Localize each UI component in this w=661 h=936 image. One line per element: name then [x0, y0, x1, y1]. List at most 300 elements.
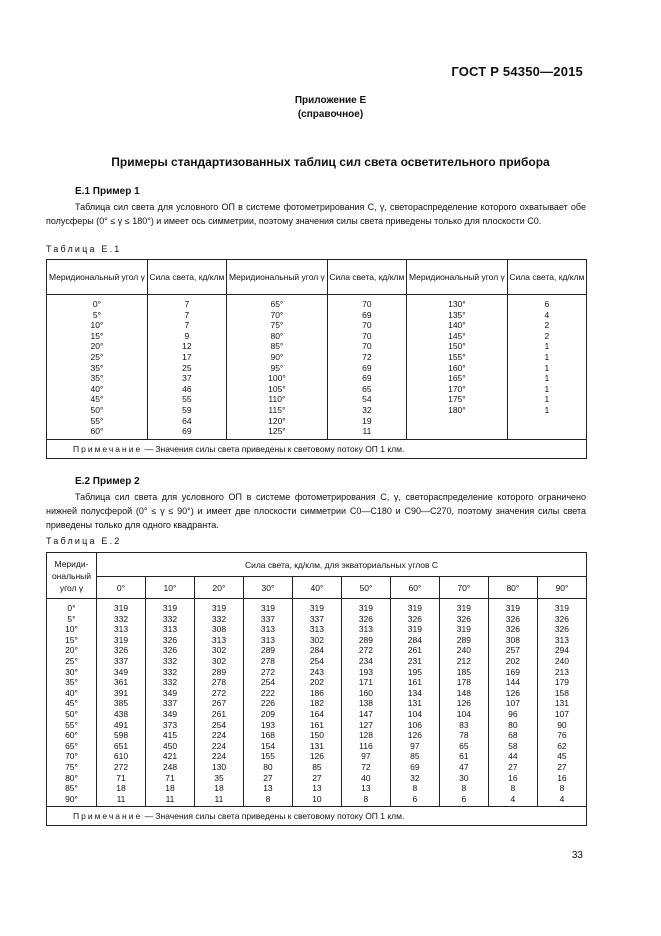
table-cell: 319: [488, 599, 537, 614]
table-cell: 40°: [47, 688, 97, 699]
table-cell: 202: [488, 656, 537, 667]
table-cell: 70: [327, 341, 406, 352]
table-cell: 326: [488, 624, 537, 635]
table-cell: 9: [147, 331, 226, 342]
table-cell: 1: [507, 341, 586, 352]
table-cell: 267: [194, 698, 243, 709]
table-row: [47, 773, 587, 784]
table-cell: 7: [147, 310, 226, 321]
table-cell: 261: [390, 645, 439, 656]
table-cell: 308: [488, 635, 537, 646]
table-cell: 25°: [47, 656, 97, 667]
table-cell: 195: [390, 667, 439, 678]
table-cell: 319: [439, 599, 488, 614]
table-cell: 168: [243, 730, 292, 741]
table-cell: 27: [537, 762, 586, 773]
table-cell: 10°: [47, 624, 97, 635]
table-cell: 27: [292, 773, 341, 784]
table-cell: 11: [327, 426, 406, 439]
table-cell: 337: [292, 614, 341, 625]
table-cell: 10: [292, 794, 341, 807]
table-cell: 319: [390, 599, 439, 614]
table-cell: 243: [292, 667, 341, 678]
table-2-group-header: Сила света, кд/клм, для экваториальных углов C: [97, 553, 587, 577]
table-cell: 18: [145, 783, 194, 794]
table-row: [47, 341, 587, 352]
table-cell: 0°: [47, 599, 97, 614]
table-cell: 1: [507, 373, 586, 384]
table-cell: 308: [194, 624, 243, 635]
table-cell: 45: [537, 751, 586, 762]
table-cell: 4: [507, 310, 586, 321]
table-cell: 130°: [406, 295, 507, 310]
table-cell: 373: [145, 720, 194, 731]
table-cell: 13: [341, 783, 390, 794]
table-row: [47, 730, 587, 741]
table-cell: 104: [390, 709, 439, 720]
table-cell: 651: [97, 741, 146, 752]
table-cell: 302: [292, 635, 341, 646]
table-cell: 69: [327, 363, 406, 374]
table-cell: 326: [488, 614, 537, 625]
table-1: [46, 259, 587, 459]
table-cell: 185: [439, 667, 488, 678]
table-cell: 179: [537, 677, 586, 688]
table-cell: 326: [537, 624, 586, 635]
table-cell: 319: [341, 599, 390, 614]
table-cell: 135°: [406, 310, 507, 321]
table-cell: 95°: [226, 363, 327, 374]
table-cell: 104: [439, 709, 488, 720]
table-cell: 186: [292, 688, 341, 699]
table-cell: 64: [147, 416, 226, 427]
table-cell: 69: [147, 426, 226, 439]
table-cell: 4: [488, 794, 537, 807]
table-row: [47, 709, 587, 720]
table-cell: 326: [145, 645, 194, 656]
table-cell: 20°: [47, 645, 97, 656]
table-cell: 254: [243, 677, 292, 688]
table-2-group-header-row: [47, 553, 587, 577]
table-cell: 349: [145, 709, 194, 720]
table-cell: 2: [507, 320, 586, 331]
table-cell: 272: [243, 667, 292, 678]
section-title-1: Е.1 Пример 1: [75, 186, 140, 197]
table-cell: 85: [390, 751, 439, 762]
table-cell: 182: [292, 698, 341, 709]
table-cell: 55: [147, 394, 226, 405]
table-cell: 170°: [406, 384, 507, 395]
standard-number: ГОСТ Р 54350—2015: [451, 64, 583, 79]
table-cell: 25: [147, 363, 226, 374]
table-cell: 8: [243, 794, 292, 807]
table-cell: 140°: [406, 320, 507, 331]
table-cell: 61: [439, 751, 488, 762]
table-cell: 319: [243, 599, 292, 614]
table-cell: 154: [243, 741, 292, 752]
table-cell: 332: [145, 677, 194, 688]
table-cell: 55°: [47, 720, 97, 731]
table-cell: 332: [145, 667, 194, 678]
table-cell: 11: [194, 794, 243, 807]
table-cell: 105°: [226, 384, 327, 395]
table-cell: 313: [97, 624, 146, 635]
table-cell: 107: [537, 709, 586, 720]
table-cell: 326: [537, 614, 586, 625]
table-cell: 75°: [47, 762, 97, 773]
table-cell: 289: [439, 635, 488, 646]
table-2-angle-header: 80°: [488, 577, 537, 599]
table-cell: 332: [145, 614, 194, 625]
table-row: [47, 762, 587, 773]
table-cell: 145°: [406, 331, 507, 342]
table-1-header-cell: Меридиональный угол γ: [226, 260, 327, 295]
table-cell: 337: [145, 698, 194, 709]
table-cell: 80: [488, 720, 537, 731]
table-cell: 302: [194, 645, 243, 656]
table-row: [47, 331, 587, 342]
table-1-note: [47, 439, 587, 458]
table-row: [47, 416, 587, 427]
table-cell: 391: [97, 688, 146, 699]
table-cell: 313: [243, 635, 292, 646]
table-cell: [507, 416, 586, 427]
table-row: [47, 635, 587, 646]
table-cell: 35°: [47, 363, 148, 374]
table-cell: 7: [147, 295, 226, 310]
table-cell: 1: [507, 394, 586, 405]
table-cell: 231: [390, 656, 439, 667]
table-cell: 83: [439, 720, 488, 731]
table-cell: 6: [390, 794, 439, 807]
table-cell: 202: [292, 677, 341, 688]
table-cell: 254: [194, 720, 243, 731]
table-cell: 70: [327, 331, 406, 342]
table-cell: 45°: [47, 698, 97, 709]
table-cell: 126: [439, 698, 488, 709]
table-cell: 165°: [406, 373, 507, 384]
table-cell: 8: [390, 783, 439, 794]
table-row: [47, 624, 587, 635]
table-cell: 126: [292, 751, 341, 762]
table-cell: 319: [390, 624, 439, 635]
table-2-angle-header: 0°: [97, 577, 146, 599]
page-number: 33: [571, 850, 583, 861]
table-cell: 209: [243, 709, 292, 720]
table-cell: 11: [145, 794, 194, 807]
table-cell: 115°: [226, 405, 327, 416]
table-row: [47, 373, 587, 384]
table-cell: 97: [341, 751, 390, 762]
table-cell: 70: [327, 295, 406, 310]
table-cell: 224: [194, 751, 243, 762]
table-cell: 20°: [47, 341, 148, 352]
table-cell: 90°: [47, 794, 97, 807]
table-cell: 90: [537, 720, 586, 731]
table-cell: 55°: [47, 416, 148, 427]
table-cell: 65: [327, 384, 406, 395]
table-cell: 161: [390, 677, 439, 688]
table-cell: 319: [537, 599, 586, 614]
table-cell: 4: [537, 794, 586, 807]
table-1-header-cell: Меридиональный угол γ: [47, 260, 148, 295]
table-cell: 349: [145, 688, 194, 699]
table-cell: 272: [341, 645, 390, 656]
table-cell: 1: [507, 405, 586, 416]
table-cell: 302: [194, 656, 243, 667]
table-cell: 59: [147, 405, 226, 416]
table-2-angle-header: 60°: [390, 577, 439, 599]
table-cell: 160°: [406, 363, 507, 374]
table-cell: 222: [243, 688, 292, 699]
table-cell: 332: [97, 614, 146, 625]
table-cell: 65°: [47, 741, 97, 752]
table-cell: 97: [390, 741, 439, 752]
table-cell: 100°: [226, 373, 327, 384]
table-2-note: [47, 807, 587, 826]
table-2: [46, 552, 587, 826]
table-2-angle-header: 70°: [439, 577, 488, 599]
table-2-angle-header-row: [47, 577, 587, 599]
table-cell: 8: [439, 783, 488, 794]
table-cell: 30: [439, 773, 488, 784]
table-row: [47, 794, 587, 807]
table-cell: 313: [292, 624, 341, 635]
table-cell: 278: [194, 677, 243, 688]
table-cell: 127: [341, 720, 390, 731]
table-cell: 164: [292, 709, 341, 720]
table-cell: 178: [439, 677, 488, 688]
table-cell: 284: [390, 635, 439, 646]
table-cell: 1: [507, 352, 586, 363]
table-cell: 254: [292, 656, 341, 667]
table-cell: 0°: [47, 295, 148, 310]
table-cell: 226: [243, 698, 292, 709]
table-cell: 7: [147, 320, 226, 331]
table-cell: 35: [194, 773, 243, 784]
table-cell: 32: [390, 773, 439, 784]
table-cell: 319: [97, 599, 146, 614]
table-cell: 69: [390, 762, 439, 773]
table-cell: 326: [145, 635, 194, 646]
table-row: [47, 310, 587, 321]
table-2-corner-header: Мериди-ональный угол γ: [47, 553, 97, 599]
table-cell: 85°: [226, 341, 327, 352]
table-1-note-row: [47, 439, 587, 458]
table-row: [47, 363, 587, 374]
table-cell: 45°: [47, 394, 148, 405]
table-cell: 13: [292, 783, 341, 794]
section-title-2: Е.2 Пример 2: [75, 476, 140, 487]
table-row: [47, 741, 587, 752]
table-cell: 193: [243, 720, 292, 731]
table-1-header-cell: Сила света, кд/клм: [507, 260, 586, 295]
table-cell: 337: [243, 614, 292, 625]
table-cell: 70: [327, 320, 406, 331]
table-cell: 85°: [47, 783, 97, 794]
table-cell: 8: [341, 794, 390, 807]
annex-subtitle: (справочное): [297, 109, 364, 120]
table-cell: 326: [97, 645, 146, 656]
annex-heading: Примеры стандартизованных таблиц сил света осветительного прибора: [111, 155, 550, 169]
table-cell: 224: [194, 741, 243, 752]
table-2-angle-header: 40°: [292, 577, 341, 599]
table-cell: 131: [537, 698, 586, 709]
table-cell: 16: [537, 773, 586, 784]
table-cell: 326: [341, 614, 390, 625]
table-2-angle-header: 90°: [537, 577, 586, 599]
table-cell: 224: [194, 730, 243, 741]
table-cell: 37: [147, 373, 226, 384]
table-cell: 138: [341, 698, 390, 709]
table-2-note-row: [47, 807, 587, 826]
table-cell: 18: [194, 783, 243, 794]
table-cell: 40°: [47, 384, 148, 395]
table-row: [47, 720, 587, 731]
table-row: [47, 656, 587, 667]
table-cell: 69: [327, 373, 406, 384]
table-1-header-row: [47, 260, 587, 295]
table-row: [47, 677, 587, 688]
section-2-text: Таблица сил света для условного ОП в системе фотометрирования C, γ, светораспределение которого ограничено нижней полусферой (0° ≤ γ ≤ 90°) и имеет две плоскости симметрии C0—C180 и C90—C270, поэтому значения силы света приведены только для одного квадранта.: [46, 492, 586, 530]
table-cell: 148: [439, 688, 488, 699]
table-cell: 240: [537, 656, 586, 667]
note-text: — Значения силы света приведены к световому потоку ОП 1 клм.: [142, 811, 405, 822]
table-row: [47, 320, 587, 331]
table-cell: [406, 426, 507, 439]
table-cell: 144: [488, 677, 537, 688]
table-cell: 421: [145, 751, 194, 762]
note-lead: Примечание: [73, 811, 143, 822]
table-2-angle-header: 20°: [194, 577, 243, 599]
table-cell: 35°: [47, 677, 97, 688]
table-row: [47, 667, 587, 678]
table-cell: [406, 416, 507, 427]
table-1-header-cell: Сила света, кд/клм: [327, 260, 406, 295]
table-cell: 35°: [47, 373, 148, 384]
table-cell: 319: [97, 635, 146, 646]
table-cell: 610: [97, 751, 146, 762]
table-cell: 27: [488, 762, 537, 773]
table-row: [47, 394, 587, 405]
table-cell: 6: [507, 295, 586, 310]
table-cell: 70°: [47, 751, 97, 762]
table-cell: 438: [97, 709, 146, 720]
table-2-angle-header: 10°: [145, 577, 194, 599]
table-cell: 96: [488, 709, 537, 720]
table-cell: 8: [488, 783, 537, 794]
section-1-paragraph: [46, 200, 586, 228]
table-cell: 1: [507, 363, 586, 374]
table-cell: 19: [327, 416, 406, 427]
table-cell: 272: [97, 762, 146, 773]
table-cell: 69: [327, 310, 406, 321]
table-cell: 248: [145, 762, 194, 773]
table-cell: 361: [97, 677, 146, 688]
table-cell: 160: [341, 688, 390, 699]
note-text: — Значения силы света приведены к световому потоку ОП 1 клм.: [142, 443, 405, 454]
table-cell: 161: [292, 720, 341, 731]
section-1-text: Таблица сил света для условного ОП в системе фотометрирования C, γ, светораспределение которого охватывает обе полусферы (0° ≤ γ ≤ 180°) и имеет ось симметрии, поэтому значения силы света приведены только для плоскости C0.: [46, 202, 586, 226]
table-cell: 54: [327, 394, 406, 405]
table-cell: 289: [194, 667, 243, 678]
table-row: [47, 426, 587, 439]
table-cell: 169: [488, 667, 537, 678]
table-cell: 30°: [47, 667, 97, 678]
table-cell: 272: [194, 688, 243, 699]
table-cell: 8: [537, 783, 586, 794]
table-cell: 598: [97, 730, 146, 741]
table-cell: 65°: [226, 295, 327, 310]
table-cell: 150°: [406, 341, 507, 352]
table-cell: 289: [341, 635, 390, 646]
table-cell: 110°: [226, 394, 327, 405]
table-row: [47, 698, 587, 709]
table-cell: 126: [488, 688, 537, 699]
table-cell: 1: [507, 384, 586, 395]
table-row: [47, 688, 587, 699]
table-cell: 107: [488, 698, 537, 709]
table-2-angle-header: 30°: [243, 577, 292, 599]
table-cell: 278: [243, 656, 292, 667]
table-2-caption: Таблица Е.2: [46, 536, 122, 546]
table-cell: 289: [243, 645, 292, 656]
table-cell: 47: [439, 762, 488, 773]
table-cell: 171: [341, 677, 390, 688]
table-cell: 90°: [226, 352, 327, 363]
table-cell: 16: [488, 773, 537, 784]
table-cell: 126: [390, 730, 439, 741]
table-cell: 44: [488, 751, 537, 762]
table-cell: 10°: [47, 320, 148, 331]
table-cell: 294: [537, 645, 586, 656]
table-row: [47, 751, 587, 762]
table-cell: 78: [439, 730, 488, 741]
table-cell: 326: [390, 614, 439, 625]
table-cell: 175°: [406, 394, 507, 405]
table-cell: 319: [194, 599, 243, 614]
table-cell: 332: [194, 614, 243, 625]
table-cell: 50°: [47, 405, 148, 416]
table-cell: 116: [341, 741, 390, 752]
table-row: [47, 645, 587, 656]
table-cell: 150: [292, 730, 341, 741]
table-cell: 12: [147, 341, 226, 352]
table-cell: 13: [243, 783, 292, 794]
table-cell: 15°: [47, 331, 148, 342]
table-cell: 234: [341, 656, 390, 667]
table-cell: 85: [292, 762, 341, 773]
table-cell: 17: [147, 352, 226, 363]
table-cell: 491: [97, 720, 146, 731]
table-cell: 70°: [226, 310, 327, 321]
table-cell: 326: [439, 614, 488, 625]
table-cell: 257: [488, 645, 537, 656]
table-cell: 5°: [47, 310, 148, 321]
note-lead: Примечание: [73, 443, 143, 454]
table-cell: 46: [147, 384, 226, 395]
table-cell: 68: [488, 730, 537, 741]
table-cell: 240: [439, 645, 488, 656]
table-cell: 80°: [47, 773, 97, 784]
table-cell: 131: [390, 698, 439, 709]
table-cell: 212: [439, 656, 488, 667]
table-cell: 80°: [226, 331, 327, 342]
table-cell: 213: [537, 667, 586, 678]
table-cell: 147: [341, 709, 390, 720]
table-cell: 193: [341, 667, 390, 678]
table-cell: 27: [243, 773, 292, 784]
